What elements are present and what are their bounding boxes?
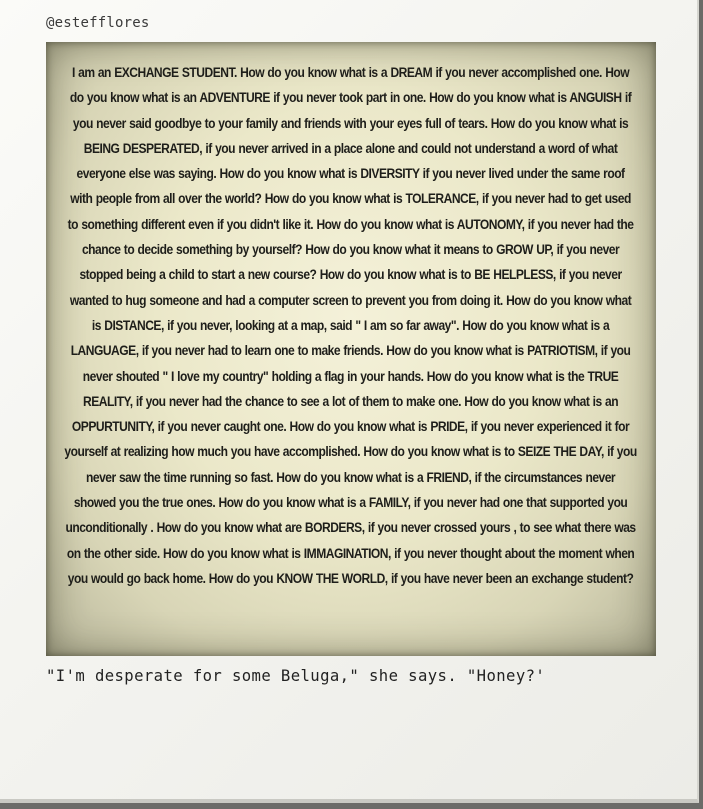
caption-text: "I'm desperate for some Beluga," she says. "Honey?' bbox=[46, 667, 546, 685]
author-handle: @estefflores bbox=[46, 15, 150, 31]
photo bbox=[46, 42, 656, 656]
photo-quote-text: I am an EXCHANGE STUDENT. How do you know what is a DREAM if you never accomplished one. How do you know what is an ADVENTURE if you never took part in one. How do you know what is ANGUISH if you never said goodbye to your family and friends with your eyes full of tears. How do you know what is BEING DESPERATED, if you never arrived in a place alone and could not understand a word of what everyone else was saying. How do you know what is DIVERSITY if you never lived under the same roof with people from all over the world? How do you know what is TOLERANCE, if you never had to get used to something different even if you didn't like it. How do you know what is AUTONOMY, if you never had the chance to decide something by yourself? How do you know what it means to GROW UP, if you never stopped being a child to start a new course? How do you know what is to BE HELPLESS, if you never wanted to hug someone and had a computer screen to prevent you from doing it. How do you know what is DISTANCE, if you never, looking at a map, said " I am so far away". How do you know what is a LANGUAGE, if you never had to learn one to make friends. How do you know what is PATRIOTISM, if you never shouted " I love my country" holding a flag in your hands. How do you know what is the TRUE REALITY, if you never had the chance to see a lot of them to make one. How do you know what is an OPPURTUNITY, if you never caught one. How do you know what is PRIDE, if you never experienced it for yourself at realizing how much you have accomplished. How do you know what is to SEIZE THE DAY, if you never saw the time running so fast. How do you know what is a FRIEND, if the circumstances never showed you the true ones. How do you know what is a FAMILY, if you never had one that supported you unconditionally . How do you know what are BORDERS, if you never crossed yours , to see what there was on the other side. How do you know what is IMMAGINATION, if you never thought about the moment when you would go back home. How do you KNOW THE WORLD, if you have never been an exchange student? bbox=[64, 65, 638, 586]
